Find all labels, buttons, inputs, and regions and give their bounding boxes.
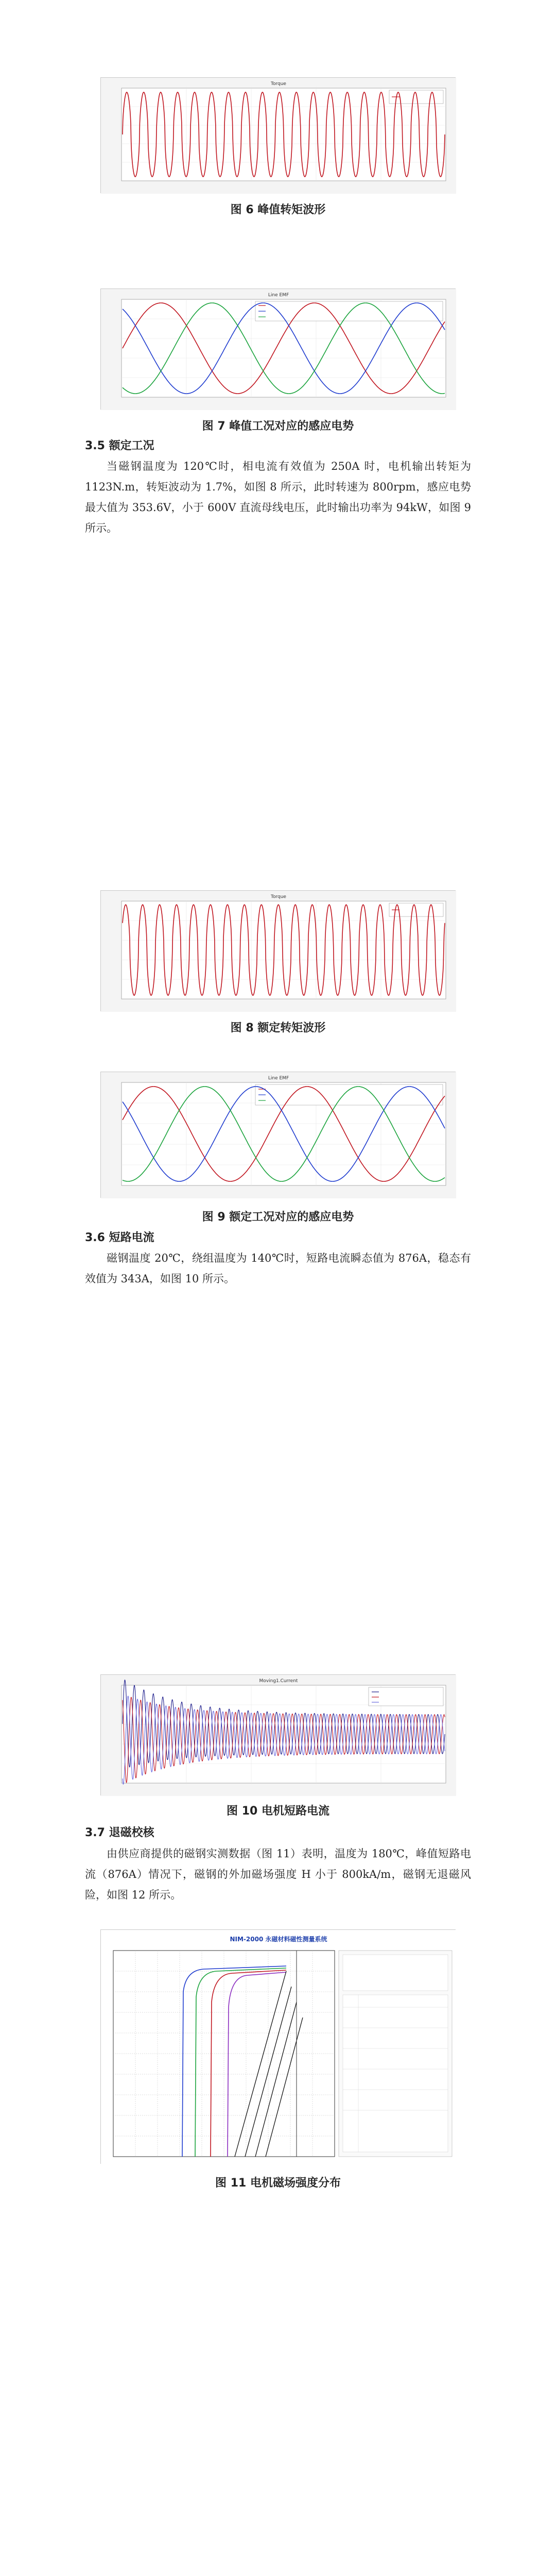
figure-6-torque-plot bbox=[100, 77, 456, 193]
fig11-chart-title: NIM-2000 永磁材料磁性测量系统 bbox=[230, 1936, 327, 1943]
figure-8-torque-plot bbox=[100, 890, 456, 1011]
figure-10-caption: 图 10 电机短路电流 bbox=[227, 1805, 329, 1818]
fig7-plot-title: Line EMF bbox=[268, 293, 289, 298]
fig6-svg bbox=[101, 78, 456, 194]
figure-7-caption: 图 7 峰值工况对应的感应电势 bbox=[202, 420, 354, 433]
section-3-5-paragraph: 当磁钢温度为 120℃时，相电流有效值为 250A 时，电机输出转矩为 1123N.m，转矩波动为 1.7%，如图 8 所示，此时转速为 800rpm，感应电势最大值为 353.6V，小于 600V 直流母线电压，此时输出功率为 94kW，如图 9 所示。 bbox=[85, 460, 471, 534]
fig9-plot-title: Line EMF bbox=[268, 1076, 289, 1081]
figure-11-demag-chart bbox=[100, 1929, 456, 2164]
figure-11-caption: 图 11 电机磁场强度分布 bbox=[215, 2177, 341, 2190]
section-3-7-paragraph: 由供应商提供的磁钢实测数据（图 11）表明，温度为 180℃，峰值短路电流（876A）情况下，磁钢的外加磁场强度 H 小于 800kA/m，磁钢无退磁风险，如图 12 所示。 bbox=[85, 1848, 471, 1901]
figure-9-emf-plot bbox=[100, 1072, 456, 1198]
fig11-svg bbox=[101, 1930, 456, 2164]
fig8-svg bbox=[101, 891, 456, 1012]
section-3-6-title: 3.6 短路电流 bbox=[85, 1231, 154, 1244]
section-3-6-paragraph: 磁钢温度 20℃，绕组温度为 140℃时，短路电流瞬态值为 876A，稳态有效值为 343A，如图 10 所示。 bbox=[85, 1252, 471, 1285]
figure-7-emf-plot bbox=[100, 289, 456, 410]
figure-6-caption: 图 6 峰值转矩波形 bbox=[230, 204, 326, 216]
fig10-svg bbox=[101, 1675, 456, 1796]
figure-8-caption: 图 8 额定转矩波形 bbox=[230, 1022, 326, 1035]
section-3-7-title: 3.7 退磁校核 bbox=[85, 1826, 154, 1839]
figure-10-short-circuit-plot bbox=[100, 1674, 456, 1795]
fig10-plot-title: Moving1.Current bbox=[259, 1679, 298, 1684]
fig8-plot-title: Torque bbox=[271, 894, 286, 900]
fig9-svg bbox=[101, 1072, 456, 1198]
fig6-plot-title: Torque bbox=[271, 81, 286, 87]
section-3-5-title: 3.5 额定工况 bbox=[85, 439, 154, 452]
figure-9-caption: 图 9 额定工况对应的感应电势 bbox=[202, 1211, 354, 1224]
fig7-svg bbox=[101, 289, 456, 410]
